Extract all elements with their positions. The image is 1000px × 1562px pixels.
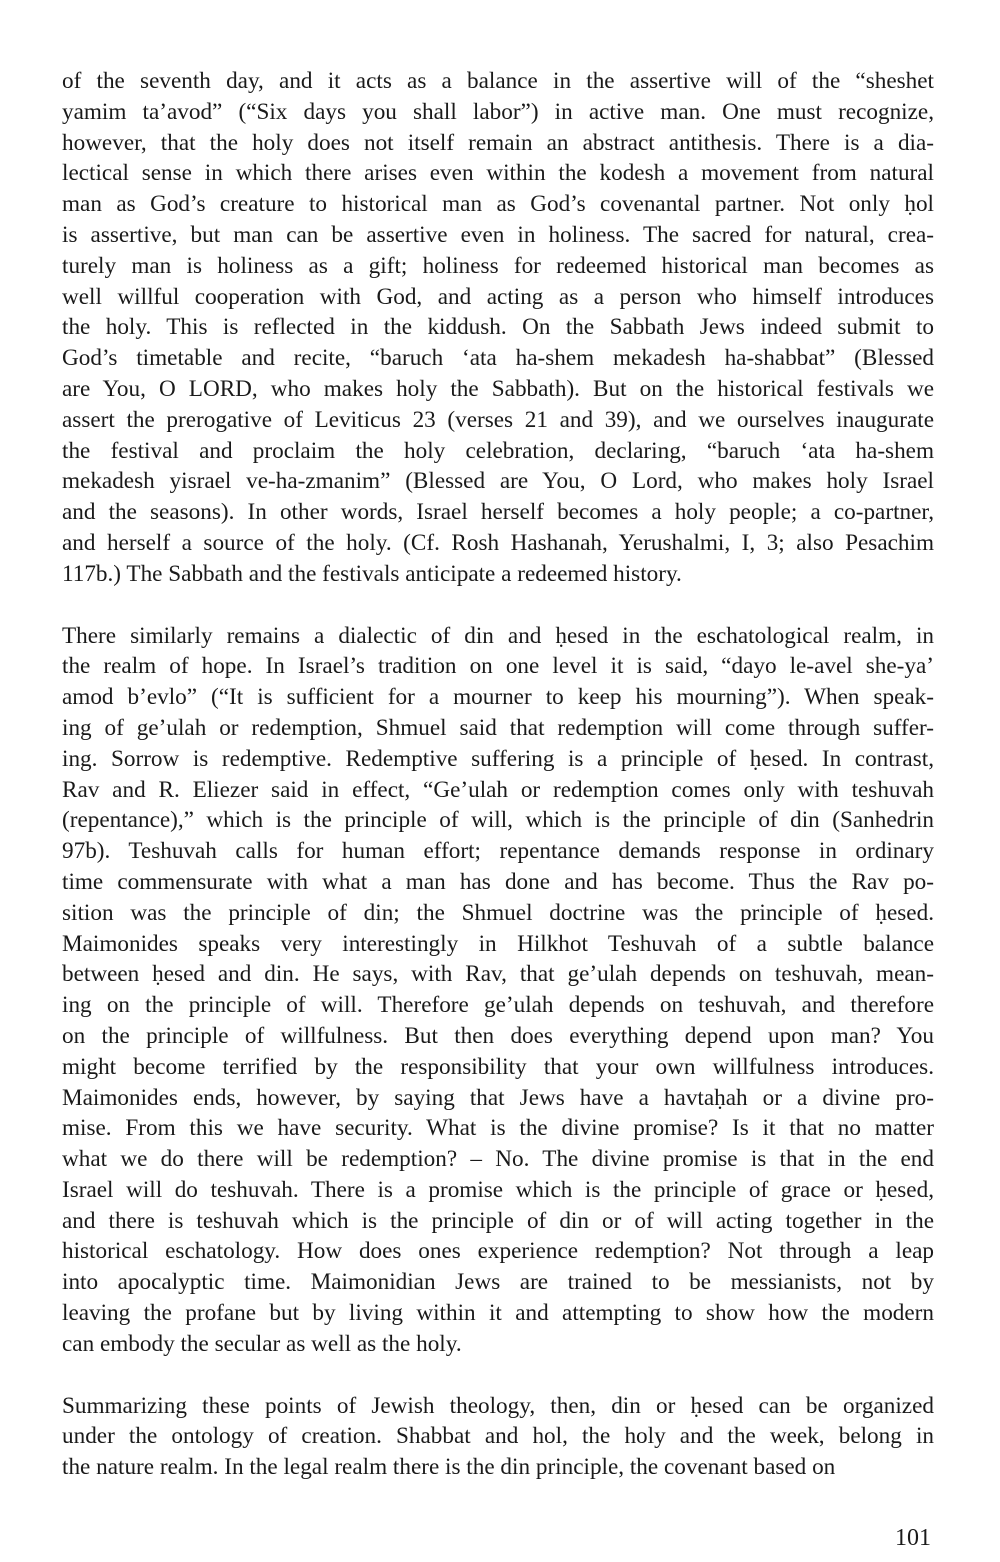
text-line: Summarizing these points of Jewish theology, then, din or ḥesed can be organized <box>62 1392 934 1419</box>
text-line: into apocalyptic time. Maimonidian Jews are trained to be messianists, not by <box>62 1269 934 1296</box>
text-line: mekadesh yisrael ve-ha-zmanim” (Blessed are You, O Lord, who makes holy Israel <box>62 468 934 495</box>
text-line: ing on the principle of will. Therefore ge’ulah depends on teshuvah, and therefore <box>62 992 934 1019</box>
text-line: Israel will do teshuvah. There is a promise which is the principle of grace or ḥesed, <box>62 1176 934 1203</box>
text-line: and the seasons). In other words, Israel herself becomes a holy people; a co-partner, <box>62 499 934 526</box>
text-line: sition was the principle of din; the Shmuel doctrine was the principle of ḥesed. <box>62 899 934 926</box>
text-line: amod b’evlo” (“It is sufficient for a mourner to keep his mourning”). When speak- <box>62 684 934 711</box>
text-line: and there is teshuvah which is the principle of din or of will acting together in the <box>62 1207 934 1234</box>
text-line: yamim ta’avod” (“Six days you shall labor”) in active man. One must recognize, <box>62 98 934 125</box>
text-line: the festival and proclaim the holy celebration, declaring, “baruch ‘ata ha-shem <box>62 437 934 464</box>
text-line: mise. From this we have security. What is the divine promise? Is it that no matter <box>62 1115 934 1142</box>
text-line: between ḥesed and din. He says, with Rav, that ge’ulah depends on teshuvah, mean- <box>62 961 934 988</box>
text-line: ing of ge’ulah or redemption, Shmuel said that redemption will come through suffer- <box>62 714 934 741</box>
page-body <box>62 66 934 1483</box>
text-line: what we do there will be redemption? – No. The divine promise is that in the end <box>62 1146 934 1173</box>
text-line: however, that the holy does not itself remain an abstract antithesis. There is a dia- <box>62 129 934 156</box>
text-line: under the ontology of creation. Shabbat and hol, the holy and the week, belong in <box>62 1423 934 1450</box>
paragraph-1 <box>62 66 934 590</box>
text-line: the nature realm. In the legal realm there is the din principle, the covenant based on <box>62 1454 836 1481</box>
text-line: the realm of hope. In Israel’s tradition on one level it is said, “dayo le-avel she-ya’ <box>62 653 934 680</box>
text-line: God’s timetable and recite, “baruch ‘ata ha-shem mekadesh ha-shabbat” (Blessed <box>62 345 934 372</box>
text-line: assert the prerogative of Leviticus 23 (verses 21 and 39), and we ourselves inaugurate <box>62 406 934 433</box>
text-line: 97b). Teshuvah calls for human effort; repentance demands response in ordinary <box>62 838 934 865</box>
text-line: is assertive, but man can be assertive even in holiness. The sacred for natural, crea- <box>62 221 934 248</box>
text-line: might become terrified by the responsibility that your own willfulness introduces. <box>62 1053 934 1080</box>
text-line: lectical sense in which there arises even within the kodesh a movement from natural <box>62 160 934 187</box>
text-line: (repentance),” which is the principle of will, which is the principle of din (Sanhedrin <box>62 807 934 834</box>
text-line: Rav and R. Eliezer said in effect, “Ge’ulah or redemption comes only with teshuvah <box>62 776 934 803</box>
text-line: time commensurate with what a man has done and has become. Thus the Rav po- <box>62 868 934 895</box>
text-line: the holy. This is reflected in the kiddush. On the Sabbath Jews indeed submit to <box>62 314 934 341</box>
text-line: Maimonides ends, however, by saying that Jews have a havtaḥah or a divine pro- <box>62 1084 934 1111</box>
text-line: 117b.) The Sabbath and the festivals anticipate a redeemed history. <box>62 560 682 587</box>
text-line: turely man is holiness as a gift; holiness for redeemed historical man becomes as <box>62 252 934 279</box>
text-line: can embody the secular as well as the holy. <box>62 1330 462 1357</box>
page-number: 101 <box>895 1525 931 1551</box>
text-line: man as God’s creature to historical man as God’s covenantal partner. Not only ḥol <box>62 191 934 218</box>
paragraph-3 <box>62 1391 934 1483</box>
text-line: well willful cooperation with God, and acting as a person who himself introduces <box>62 283 934 310</box>
text-line: Maimonides speaks very interestingly in Hilkhot Teshuvah of a subtle balance <box>62 930 934 957</box>
text-line: and herself a source of the holy. (Cf. Rosh Hashanah, Yerushalmi, I, 3; also Pesachim <box>62 529 934 556</box>
text-line: leaving the profane but by living within it and attempting to show how the modern <box>62 1300 934 1327</box>
text-line: There similarly remains a dialectic of din and ḥesed in the eschatological realm, in <box>62 622 934 649</box>
text-line: are You, O LORD, who makes holy the Sabbath). But on the historical festivals we <box>62 375 934 402</box>
text-line: of the seventh day, and it acts as a balance in the assertive will of the “sheshet <box>62 68 934 94</box>
paragraph-2 <box>62 621 934 1360</box>
text-line: historical eschatology. How does ones experience redemption? Not through a leap <box>62 1238 934 1265</box>
text-line: ing. Sorrow is redemptive. Redemptive suffering is a principle of ḥesed. In contrast, <box>62 745 934 772</box>
text-line: on the principle of willfulness. But then does everything depend upon man? You <box>62 1022 934 1049</box>
